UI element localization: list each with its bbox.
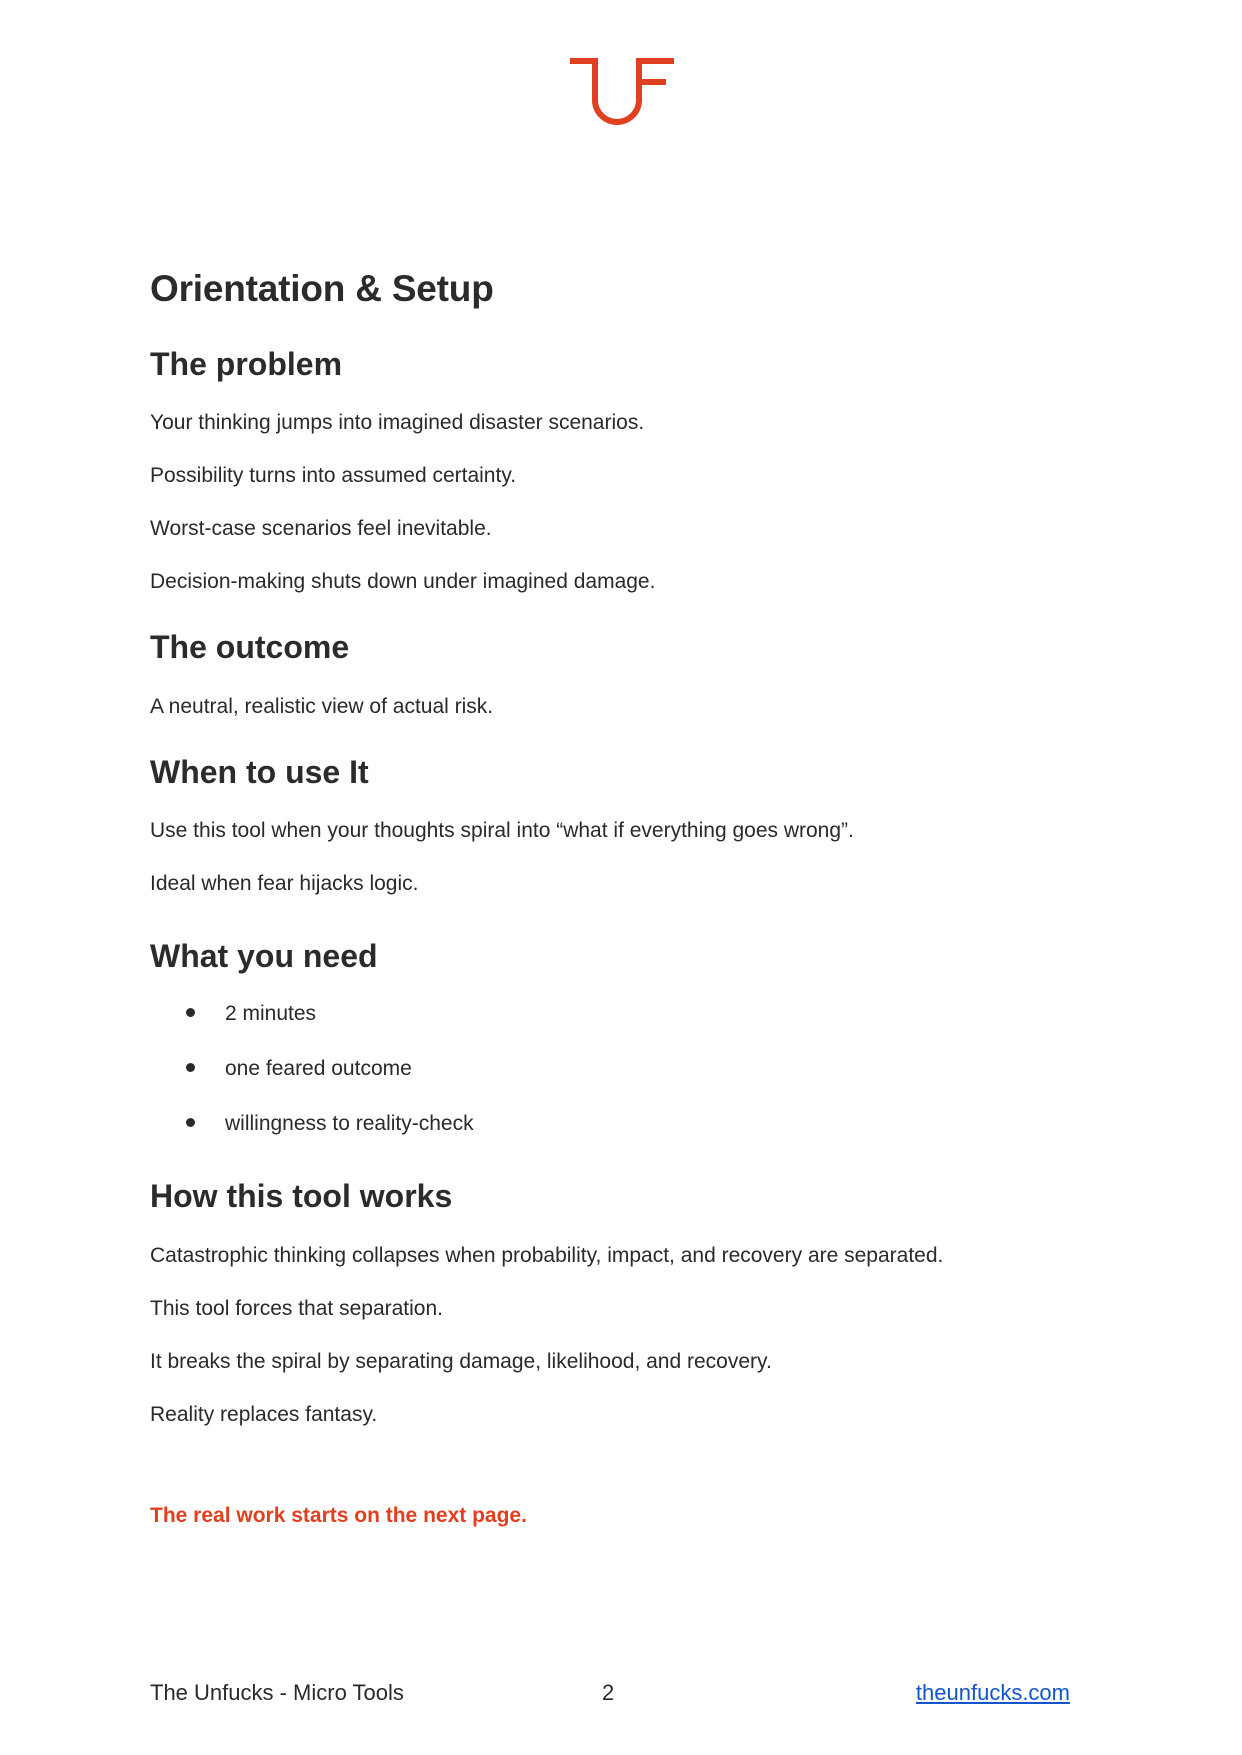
bullet-icon — [186, 1063, 195, 1072]
how-line: It breaks the spiral by separating damage, likelihood, and recovery. — [150, 1350, 772, 1373]
footer-title: The Unfucks - Micro Tools — [150, 1680, 404, 1705]
how-heading: How this tool works — [150, 1178, 453, 1214]
list-item-label: 2 minutes — [225, 1002, 317, 1025]
list-item — [186, 1057, 412, 1081]
when-heading: When to use It — [150, 754, 369, 790]
outcome-line: A neutral, realistic view of actual risk. — [150, 695, 494, 718]
problem-line: Possibility turns into assumed certainty. — [150, 464, 517, 487]
list-item — [186, 1002, 316, 1026]
outcome-heading: The outcome — [150, 629, 350, 665]
problem-line: Decision-making shuts down under imagined damage. — [150, 570, 656, 593]
uf-logo — [570, 58, 680, 132]
problem-line: Worst-case scenarios feel inevitable. — [150, 517, 492, 540]
next-page-callout: The real work starts on the next page. — [150, 1504, 527, 1527]
how-line: This tool forces that separation. — [150, 1297, 443, 1320]
page-number: 2 — [602, 1680, 615, 1705]
list-item-label: one feared outcome — [225, 1057, 412, 1080]
page-title: Orientation & Setup — [150, 268, 494, 309]
when-line: Use this tool when your thoughts spiral into “what if everything goes wrong”. — [150, 819, 854, 842]
list-item — [186, 1112, 474, 1136]
website-link[interactable]: theunfucks.com — [915, 1680, 1070, 1705]
problem-line: Your thinking jumps into imagined disaster scenarios. — [150, 411, 645, 434]
how-line: Catastrophic thinking collapses when probability, impact, and recovery are separated. — [150, 1244, 944, 1267]
need-heading: What you need — [150, 938, 378, 974]
list-item-label: willingness to reality-check — [225, 1112, 474, 1135]
problem-heading: The problem — [150, 346, 343, 382]
bullet-icon — [186, 1008, 195, 1017]
how-line: Reality replaces fantasy. — [150, 1403, 378, 1426]
when-line: Ideal when fear hijacks logic. — [150, 872, 419, 895]
bullet-icon — [186, 1118, 195, 1127]
